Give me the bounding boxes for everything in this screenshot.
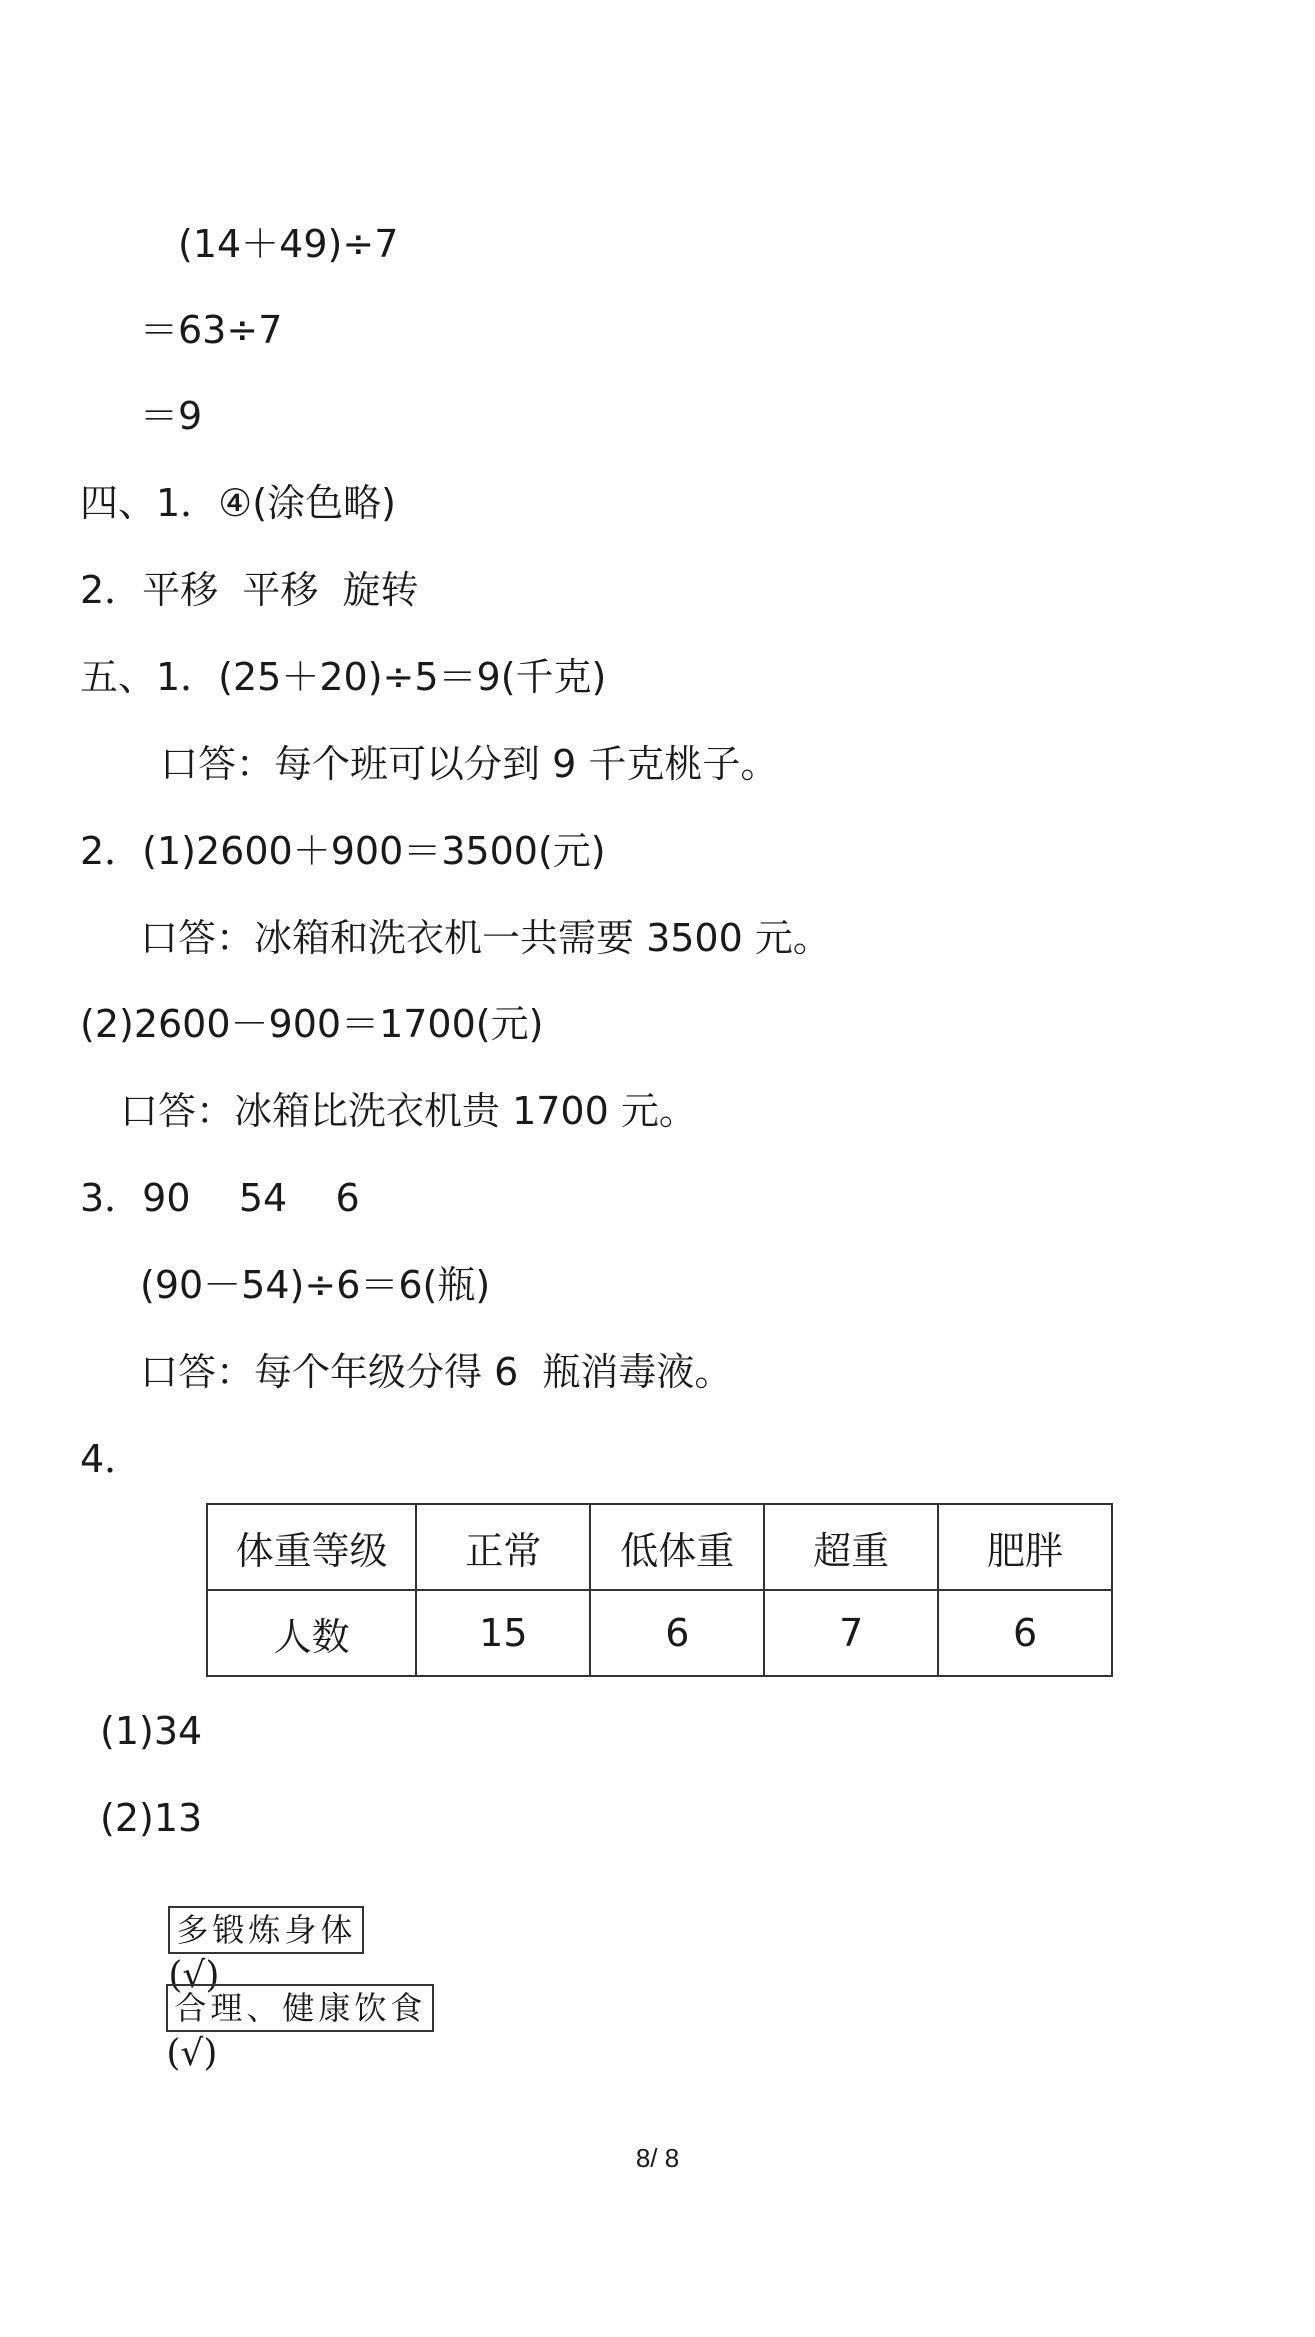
section-five-heading: 五、1．(25＋20)÷5＝9(千克) (80, 655, 607, 699)
answer-line: 口答：冰箱比洗衣机贵 1700 元。 (120, 1089, 697, 1133)
question-four-label: 4． (80, 1437, 143, 1481)
table-cell: 6 (938, 1590, 1112, 1676)
table-cell: 体重等级 (207, 1504, 416, 1590)
table-cell: 6 (590, 1590, 764, 1676)
table-header-row (207, 1504, 1112, 1590)
answer-line: 2．平移 平移 旋转 (80, 568, 419, 612)
check-mark: (√) (166, 2033, 218, 2074)
answer-line: (2)2600－900＝1700(元) (80, 1002, 544, 1046)
boxed-option: 多锻炼身体 (168, 1906, 364, 1954)
table-cell: 7 (764, 1590, 938, 1676)
answer-line: 口答：冰箱和洗衣机一共需要 3500 元。 (140, 916, 831, 960)
section-four-heading: 四、1．④(涂色略) (80, 481, 396, 525)
table-cell: 人数 (207, 1590, 416, 1676)
table-cell: 低体重 (590, 1504, 764, 1590)
table-cell: 肥胖 (938, 1504, 1112, 1590)
answer-line: (90－54)÷6＝6(瓶) (140, 1263, 491, 1307)
answer-line: (1)34 (100, 1709, 203, 1753)
answer-line: (2)13 (100, 1796, 203, 1840)
answer-line: 3．90 54 6 (80, 1176, 360, 1220)
answer-line: ＝9 (140, 394, 203, 438)
answer-line: (14＋49)÷7 (178, 222, 399, 266)
answer-line: ＝63÷7 (140, 308, 283, 352)
table-cell: 超重 (764, 1504, 938, 1590)
answer-line: 口答：每个班可以分到 9 千克桃子。 (160, 742, 779, 786)
page-number: 8/ 8 (635, 2143, 680, 2173)
weight-level-table (206, 1503, 1113, 1677)
boxed-option-row (146, 1940, 434, 2076)
check-mark: (√) (168, 1955, 220, 1996)
boxed-option: 合理、健康饮食 (166, 1984, 434, 2032)
table-cell: 正常 (416, 1504, 590, 1590)
table-cell: 15 (416, 1590, 590, 1676)
answer-line: 口答：每个年级分得 6 瓶消毒液。 (140, 1350, 733, 1394)
table-row (207, 1590, 1112, 1676)
answer-line: 2．(1)2600＋900＝3500(元) (80, 829, 606, 873)
